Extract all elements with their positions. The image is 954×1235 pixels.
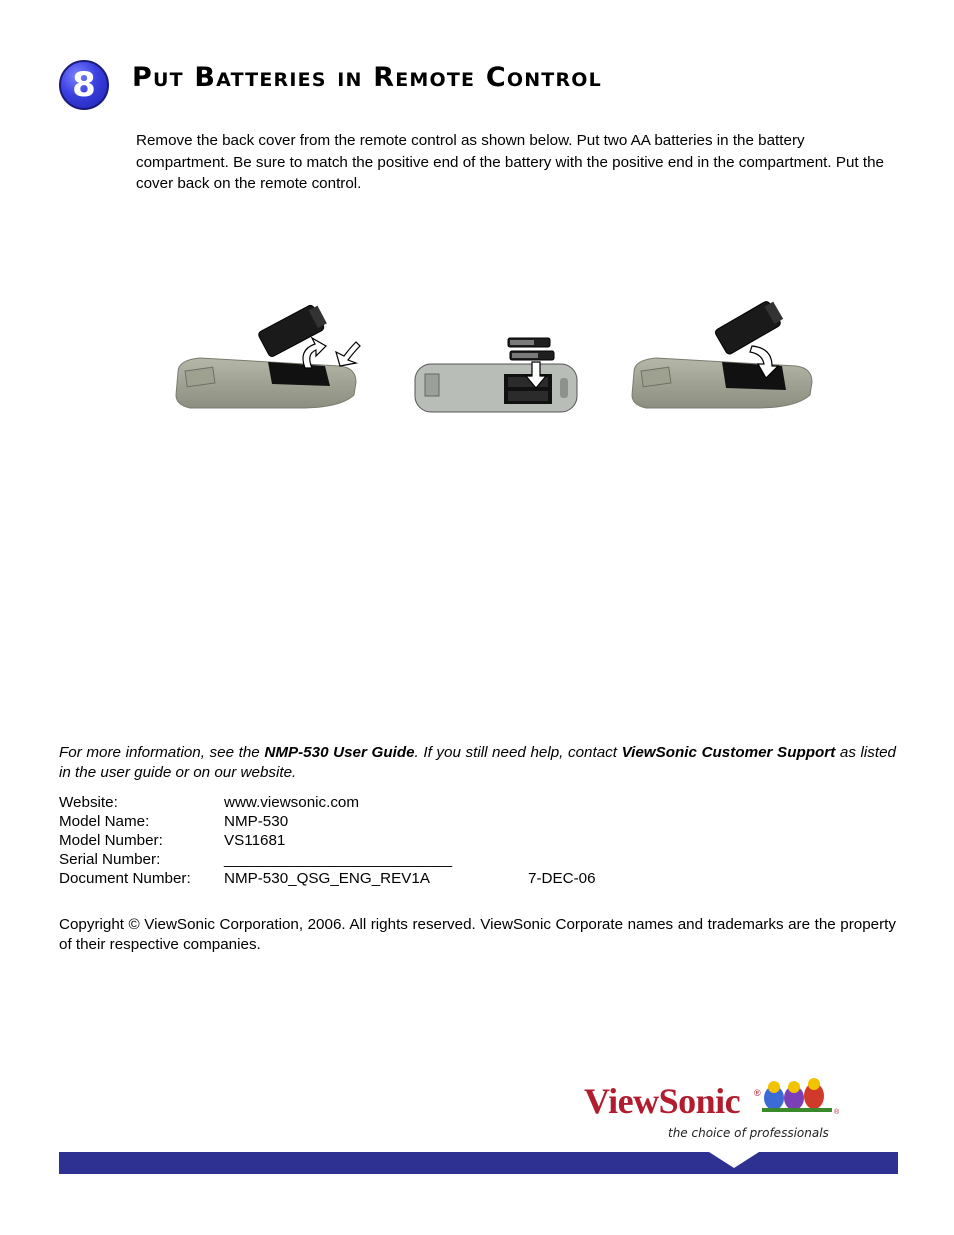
svg-text:®: ® — [834, 1109, 840, 1116]
viewsonic-logo-text: ViewSonic — [584, 1081, 741, 1121]
more-info-text: For more information, see the NMP-530 User Guide. If you still need help, contact ViewSonic Customer Support as listed in the user guide or on our website. — [59, 744, 896, 781]
user-guide-link-text: NMP-530 User Guide — [264, 744, 415, 761]
document-date: 7-DEC-06 — [528, 870, 596, 887]
copyright-text: Copyright © ViewSonic Corporation, 2006. All rights reserved. ViewSonic Corporate names and trademarks are the property of their respective companies. — [59, 916, 896, 953]
website-link[interactable]: www.viewsonic.com — [224, 794, 360, 811]
battery-illustrations — [0, 0, 954, 450]
step-number-badge: 8 — [59, 60, 109, 110]
remove-cover-illustration — [176, 302, 360, 408]
intro-text: Remove the back cover from the remote control as shown below. Put two AA batteries in the battery compartment. Be sure to match the positive end of the battery with the positive end in the compartment. Put the cover back on the remote control. — [136, 132, 884, 192]
footer-bar — [59, 1152, 898, 1174]
support-text: ViewSonic Customer Support — [621, 744, 836, 761]
logo-tagline: the choice of professionals — [668, 1126, 829, 1140]
page-title: Put Batteries in Remote Control — [132, 62, 602, 93]
registered-mark: ® — [754, 1088, 761, 1098]
insert-batteries-illustration — [415, 338, 577, 412]
serial-number-blank: ___________________________ — [224, 851, 453, 868]
replace-cover-illustration — [632, 298, 812, 408]
birds-logo-icon — [760, 1076, 842, 1116]
